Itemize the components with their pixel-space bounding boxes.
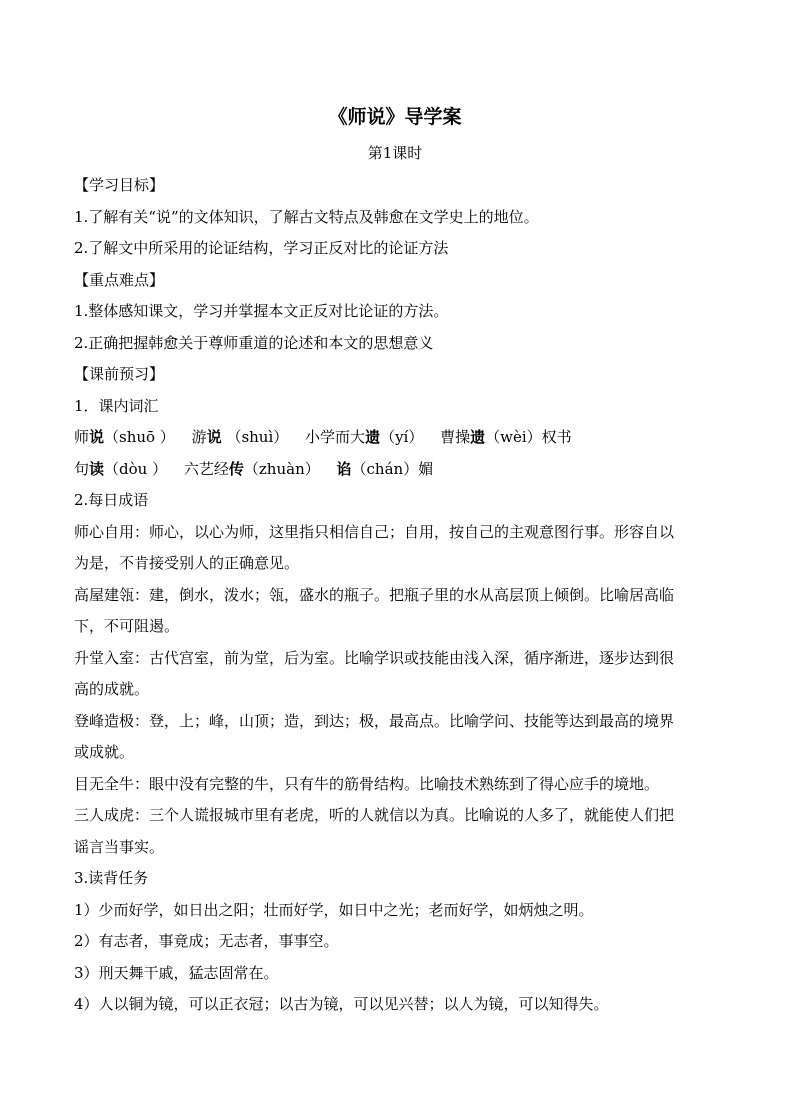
vocab-key-char: 读 xyxy=(89,459,105,478)
vocab-item xyxy=(74,428,175,446)
vocab-item xyxy=(184,460,320,478)
key-point-item: 1.整体感知课文，学习并掌握本文正反对比论证的方法。 xyxy=(74,302,449,320)
section-heading-key-points: 【重点难点】 xyxy=(74,270,165,289)
idioms-heading: 2.每日成语 xyxy=(74,491,149,509)
idiom-line: 师心自用：师心，以心为师，这里指只相信自己；自用，按自己的主观意图行事。形容自以 xyxy=(74,522,675,541)
idiom-line: 谣言当事实。 xyxy=(74,837,165,856)
vocab-pinyin: （dòu ） xyxy=(104,459,168,478)
key-point-item: 2.正确把握韩愈关于尊师重道的论述和本文的思想意义 xyxy=(74,333,434,352)
idiom-line: 下，不可阻遏。 xyxy=(74,617,180,635)
idiom-entry xyxy=(74,580,724,643)
vocab-heading: 1．课内词汇 xyxy=(74,396,159,415)
idiom-line: 高屋建瓴：建，倒水，泼水；瓴，盛水的瓶子。把瓶子里的水从高层顶上倾倒。比喻居高临 xyxy=(74,585,675,604)
idiom-entry xyxy=(74,706,724,769)
idiom-line: 升堂入室：古代宫室，前为堂，后为室。比喻学识或技能由浅入深，循序渐进，逐步达到很 xyxy=(74,648,675,667)
vocab-key-char: 遗 xyxy=(365,428,381,446)
vocab-pinyin: （yí） xyxy=(380,428,424,446)
vocab-pre: 师 xyxy=(74,428,90,446)
idiom-entry xyxy=(74,517,724,580)
vocab-item xyxy=(192,428,289,446)
goal-item: 1.了解有关“说”的文体知识，了解古文特点及韩愈在文学史上的地位。 xyxy=(74,207,539,226)
vocab-item xyxy=(337,460,434,478)
section-heading-preview: 【课前预习】 xyxy=(74,365,165,383)
vocab-pre: 六艺经 xyxy=(183,459,229,478)
vocab-pinyin: （chán）媚 xyxy=(351,459,434,478)
vocab-pinyin: （wèi）权书 xyxy=(485,428,572,446)
vocab-item xyxy=(74,460,167,478)
vocab-row-1 xyxy=(74,422,724,454)
idiom-line: 三人成虎：三个人谎报城市里有老虎，听的人就信以为真。比喻说的人多了，就能使人们把 xyxy=(74,806,675,824)
page-title: 《师说》导学案 xyxy=(328,106,462,128)
recite-item: 2）有志者，事竟成；无志者，事事空。 xyxy=(74,932,339,950)
vocab-key-char: 传 xyxy=(228,459,244,478)
idiom-line: 目无全牛：眼中没有完整的牛，只有牛的筋骨结构。比喻技术熟练到了得心应手的境地。 xyxy=(74,774,660,793)
idiom-line: 或成就。 xyxy=(74,743,135,761)
recite-item: 4）人以铜为镜，可以正衣冠；以古为镜，可以见兴替；以人为镜，可以知得失。 xyxy=(74,995,609,1013)
vocab-row-2 xyxy=(74,454,724,486)
vocab-pre: 句 xyxy=(74,459,90,478)
idiom-line: 登峰造极：登，上；峰，山顶；造，到达；极，最高点。比喻学问、技能等达到最高的境界 xyxy=(74,711,675,730)
vocab-pre: 小学而大 xyxy=(305,428,366,446)
recite-heading: 3.读背任务 xyxy=(74,869,149,887)
vocab-pinyin: （shuō ） xyxy=(104,428,175,446)
document-body xyxy=(74,170,724,1021)
goal-item: 2.了解文中所采用的论证结构，学习正反对比的论证方法 xyxy=(74,239,449,257)
vocab-key-char: 说 xyxy=(206,428,222,446)
vocab-key-char: 遗 xyxy=(470,428,486,446)
vocab-pinyin: （zhuàn） xyxy=(243,459,320,478)
recite-item: 3）刑天舞干戚，猛志固常在。 xyxy=(74,963,279,982)
vocab-key-char: 谄 xyxy=(336,459,352,478)
vocab-item xyxy=(440,428,572,446)
vocab-pre: 曹操 xyxy=(440,428,471,446)
vocab-pre: 游 xyxy=(191,428,207,446)
vocab-pinyin: （shuì） xyxy=(221,428,289,446)
page-subtitle: 第1课时 xyxy=(367,144,423,162)
vocab-item xyxy=(305,428,423,446)
idiom-entry xyxy=(74,643,724,706)
vocab-key-char: 说 xyxy=(89,428,105,446)
idiom-line: 为是，不肯接受别人的正确意见。 xyxy=(74,554,300,572)
section-heading-goals: 【学习目标】 xyxy=(74,176,165,194)
recite-item: 1）少而好学，如日出之阳；壮而好学，如日中之光；老而好学，如炳烛之明。 xyxy=(74,900,594,919)
idiom-entry xyxy=(74,769,724,801)
idiom-line: 高的成就。 xyxy=(74,680,150,698)
idiom-entry xyxy=(74,800,724,863)
